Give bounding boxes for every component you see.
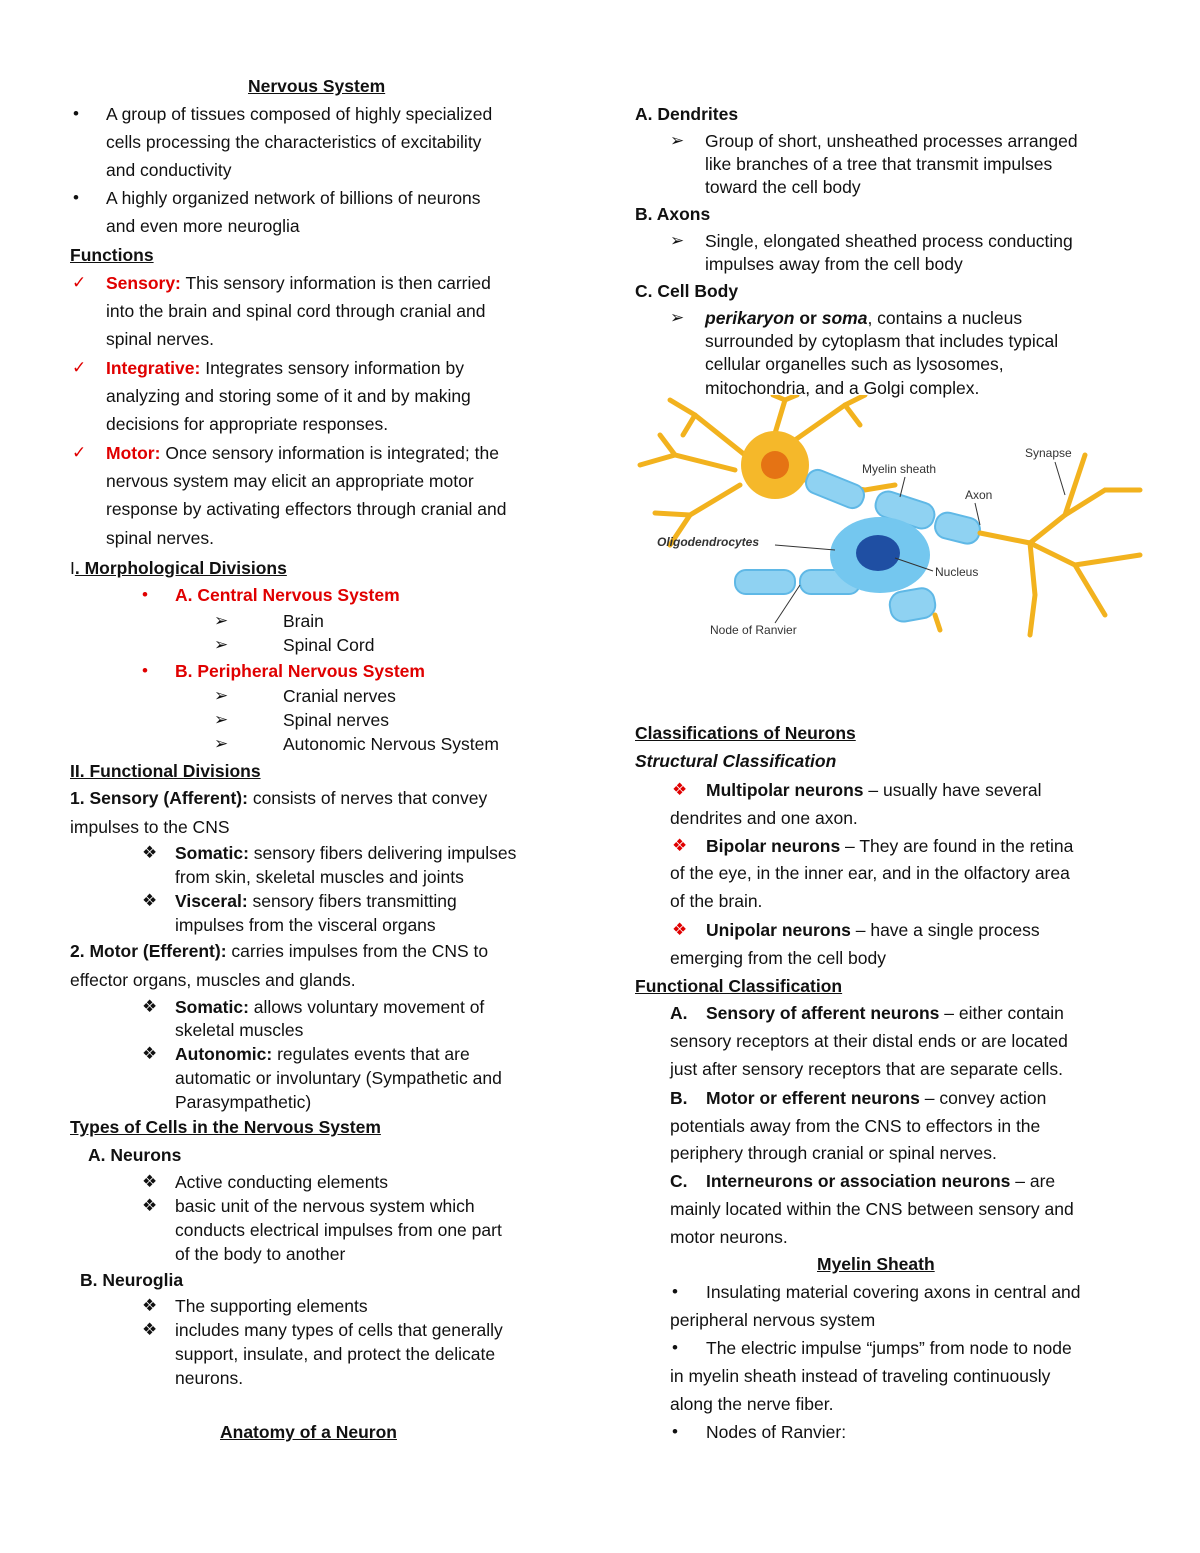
list-line: support, insulate, and protect the delicate [175, 1344, 496, 1364]
myelin-item: The electric impulse “jumps” from node to node [706, 1338, 1072, 1358]
check-icon: ✓ [72, 443, 87, 462]
diamond-icon: ❖ [142, 1196, 158, 1215]
bullet: • [672, 1338, 678, 1357]
list-item: The supporting elements [175, 1296, 368, 1316]
list-line: like branches of a tree that transmit impulses [705, 154, 1053, 174]
list-line: impulses away from the cell body [705, 254, 963, 274]
myelin-heading: Myelin Sheath [817, 1254, 935, 1274]
struct-line: dendrites and one axon. [670, 808, 858, 828]
function-line: response by activating effectors through cranial and [106, 499, 507, 519]
intro-line: and conductivity [106, 160, 232, 180]
bullet: • [73, 104, 79, 123]
list-line: impulses from the visceral organs [175, 915, 436, 935]
list-line: mitochondria, and a Golgi complex. [705, 378, 980, 398]
list-item: includes many types of cells that generally [175, 1320, 503, 1340]
function-line: spinal nerves. [106, 528, 214, 548]
myelin-line: along the nerve fiber. [670, 1394, 834, 1414]
label-myelin: Myelin sheath [862, 462, 937, 476]
sensory-line: 1. Sensory (Afferent): consists of nerves that convey [70, 788, 488, 808]
diamond-icon: ❖ [672, 920, 688, 939]
function-line: decisions for appropriate responses. [106, 414, 389, 434]
list-item: perikaryon or soma, contains a nucleus [705, 308, 1023, 328]
list-line: cellular organelles such as lysosomes, [705, 354, 1004, 374]
oligodendrocyte-nucleus [856, 535, 900, 571]
func-item: Sensory of afferent neurons – either contain [706, 1003, 1064, 1023]
diamond-icon: ❖ [142, 1296, 158, 1315]
arrow-icon: ➢ [670, 308, 685, 327]
label-nucleus: Nucleus [935, 565, 979, 579]
bullet: • [142, 585, 148, 604]
label-node: Node of Ranvier [710, 623, 797, 637]
cellbody-heading: C. Cell Body [635, 281, 739, 301]
list-line: conducts electrical impulses from one part [175, 1220, 502, 1240]
struct-line: of the brain. [670, 891, 763, 911]
diamond-icon: ❖ [142, 997, 158, 1016]
arrow-icon: ➢ [214, 734, 229, 753]
myelin-line: in myelin sheath instead of traveling continuously [670, 1366, 1051, 1386]
list-item: Somatic: sensory fibers delivering impulses [175, 843, 517, 863]
diamond-icon: ❖ [142, 1320, 158, 1339]
list-line: Parasympathetic) [175, 1092, 312, 1112]
label-oligodendrocytes: Oligodendrocytes [657, 535, 760, 549]
list-line: of the body to another [175, 1244, 346, 1264]
function-line: spinal nerves. [106, 329, 214, 349]
arrow-icon: ➢ [670, 231, 685, 250]
bullet: • [672, 1282, 678, 1301]
intro-line: A group of tissues composed of highly specialized [106, 104, 493, 124]
bullet: • [672, 1422, 678, 1441]
function-item: Integrative: Integrates sensory information by [106, 358, 464, 378]
list-line: automatic or involuntary (Sympathetic and [175, 1068, 502, 1088]
func-letter: C. [670, 1171, 688, 1191]
arrow-icon: ➢ [214, 710, 229, 729]
arrow-icon: ➢ [214, 686, 229, 705]
arrow-icon: ➢ [214, 611, 229, 630]
bullet: • [73, 188, 79, 207]
func-line: just after sensory receptors that are separate cells. [670, 1059, 1063, 1079]
bullet: • [142, 661, 148, 680]
dendrites-heading: A. Dendrites [635, 104, 739, 124]
func-line: periphery through cranial or spinal nerves. [670, 1143, 997, 1163]
list-item: Spinal Cord [283, 635, 375, 655]
list-item: basic unit of the nervous system which [175, 1196, 475, 1216]
axon-terminal [935, 455, 1140, 635]
list-item: Spinal nerves [283, 710, 390, 730]
myelin-item: Nodes of Ranvier: [706, 1422, 847, 1442]
function-line: into the brain and spinal cord through cranial and [106, 301, 486, 321]
anatomy-heading: Anatomy of a Neuron [220, 1422, 397, 1442]
neuron-diagram [635, 395, 1150, 655]
types-heading: Types of Cells in the Nervous System [70, 1117, 381, 1137]
pns-heading: B. Peripheral Nervous System [175, 661, 425, 681]
list-item: Cranial nerves [283, 686, 396, 706]
list-line: surrounded by cytoplasm that includes typical [705, 331, 1059, 351]
struct-item: Unipolar neurons – have a single process [706, 920, 1040, 940]
func-heading: II. Functional Divisions [70, 761, 261, 781]
page-title: Nervous System [248, 76, 386, 96]
struct-item: Multipolar neurons – usually have several [706, 780, 1042, 800]
list-line: from skin, skeletal muscles and joints [175, 867, 464, 887]
list-item: Autonomic: regulates events that are [175, 1044, 470, 1064]
arrow-icon: ➢ [670, 131, 685, 150]
myelin-item: Insulating material covering axons in central and [706, 1282, 1081, 1302]
check-icon: ✓ [72, 273, 87, 292]
function-line: nervous system may elicit an appropriate motor [106, 471, 474, 491]
list-item: Somatic: allows voluntary movement of [175, 997, 485, 1017]
diamond-icon: ❖ [142, 891, 158, 910]
neuroglia-heading: B. Neuroglia [80, 1270, 184, 1290]
function-line: analyzing and storing some of it and by making [106, 386, 471, 406]
class-heading: Classifications of Neurons [635, 723, 856, 743]
intro-line: cells processing the characteristics of excitability [106, 132, 482, 152]
func-line: potentials away from the CNS to effectors in the [670, 1116, 1041, 1136]
list-line: toward the cell body [705, 177, 861, 197]
cell-nucleus [761, 451, 789, 479]
intro-line: and even more neuroglia [106, 216, 300, 236]
struct-line: emerging from the cell body [670, 948, 886, 968]
list-item: Active conducting elements [175, 1172, 389, 1192]
sensory-line: impulses to the CNS [70, 817, 230, 837]
diamond-icon: ❖ [672, 780, 688, 799]
list-line: neurons. [175, 1368, 244, 1388]
check-icon: ✓ [72, 358, 87, 377]
motor-line: effector organs, muscles and glands. [70, 970, 356, 990]
func-letter: A. [670, 1003, 688, 1023]
list-item: Autonomic Nervous System [283, 734, 499, 754]
intro-line: A highly organized network of billions of neurons [106, 188, 481, 208]
diamond-icon: ❖ [672, 836, 688, 855]
func-item: Motor or efferent neurons – convey action [706, 1088, 1047, 1108]
function-item: Motor: Once sensory information is integrated; the [106, 443, 499, 463]
list-line: Group of short, unsheathed processes arranged [705, 131, 1078, 151]
myelin-line: peripheral nervous system [670, 1310, 876, 1330]
func-line: motor neurons. [670, 1227, 788, 1247]
function-item: Sensory: This sensory information is then carried [106, 273, 491, 293]
morph-heading: I. Morphological Divisions [70, 558, 287, 578]
func-class-heading: Functional Classification [635, 976, 843, 996]
motor-line: 2. Motor (Efferent): carries impulses from the CNS to [70, 941, 489, 961]
struct-item: Bipolar neurons – They are found in the retina [706, 836, 1074, 856]
neurons-heading: A. Neurons [88, 1145, 182, 1165]
arrow-icon: ➢ [214, 635, 229, 654]
list-item: Visceral: sensory fibers transmitting [175, 891, 457, 911]
list-item: Brain [283, 611, 324, 631]
label-axon: Axon [965, 488, 993, 502]
list-line: Single, elongated sheathed process conducting [705, 231, 1073, 251]
struct-line: of the eye, in the inner ear, and in the olfactory area [670, 863, 1070, 883]
func-letter: B. [670, 1088, 688, 1108]
diamond-icon: ❖ [142, 843, 158, 862]
diamond-icon: ❖ [142, 1044, 158, 1063]
list-line: skeletal muscles [175, 1020, 304, 1040]
diamond-icon: ❖ [142, 1172, 158, 1191]
func-item: Interneurons or association neurons – are [706, 1171, 1056, 1191]
label-synapse: Synapse [1025, 446, 1072, 460]
func-line: sensory receptors at their distal ends or are located [670, 1031, 1068, 1051]
func-line: mainly located within the CNS between sensory and [670, 1199, 1074, 1219]
struct-heading: Structural Classification [635, 751, 837, 771]
cns-heading: A. Central Nervous System [175, 585, 400, 605]
functions-heading: Functions [70, 245, 154, 265]
axons-heading: B. Axons [635, 204, 711, 224]
